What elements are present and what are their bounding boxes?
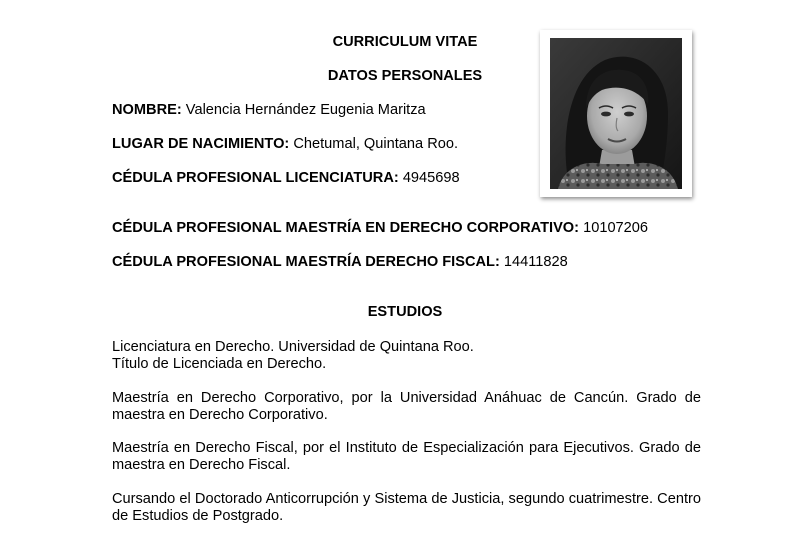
field-birthplace-label: LUGAR DE NACIMIENTO: [112,136,290,152]
study-entry-line: Título de Licenciada en Derecho. [112,356,327,372]
field-birthplace-value: Chetumal, Quintana Roo. [293,136,459,152]
study-entry [112,491,701,525]
field-fiscal-masters-label: CÉDULA PROFESIONAL MAESTRÍA DERECHO FISCAL: [112,254,500,270]
section-heading-studies: ESTUDIOS [367,304,443,320]
field-corporate-masters [112,220,648,236]
study-entry-line: Maestría en Derecho Fiscal, por el Instituto de Especialización para Ejecutivos. Grado de [112,440,701,456]
study-entry-line: Licenciatura en Derecho. Universidad de Quintana Roo. [112,339,474,355]
field-name-label: NOMBRE: [112,102,182,118]
document-title: CURRICULUM VITAE [332,34,478,50]
profile-photo-frame [540,30,692,197]
field-corporate-masters-label: CÉDULA PROFESIONAL MAESTRÍA EN DERECHO CORPORATIVO: [112,220,580,236]
study-entry-line: Maestría en Derecho Corporativo, por la Universidad Anáhuac de Cancún. Grado de [112,390,701,406]
study-entry-line: maestra en Derecho Fiscal. [112,457,291,473]
field-license-label: CÉDULA PROFESIONAL LICENCIATURA: [112,170,399,186]
field-name-value: Valencia Hernández Eugenia Maritza [185,102,426,118]
study-entry [112,390,701,424]
field-fiscal-masters [112,254,568,270]
field-name [112,102,426,118]
field-birthplace [112,136,458,152]
field-license-value: 4945698 [402,170,460,186]
field-fiscal-masters-value: 14411828 [503,254,568,270]
profile-photo [550,38,682,189]
study-entry-line: Cursando el Doctorado Anticorrupción y Sistema de Justicia, segundo cuatrimestre. Centro [112,491,701,507]
section-heading-personal: DATOS PERSONALES [327,68,483,84]
study-entry-line: maestra en Derecho Corporativo. [112,407,328,423]
study-entry [112,339,701,373]
study-entry [112,440,701,474]
field-corporate-masters-value: 10107206 [583,220,649,236]
field-license [112,170,460,186]
study-entry-line: de Estudios de Postgrado. [112,508,284,524]
